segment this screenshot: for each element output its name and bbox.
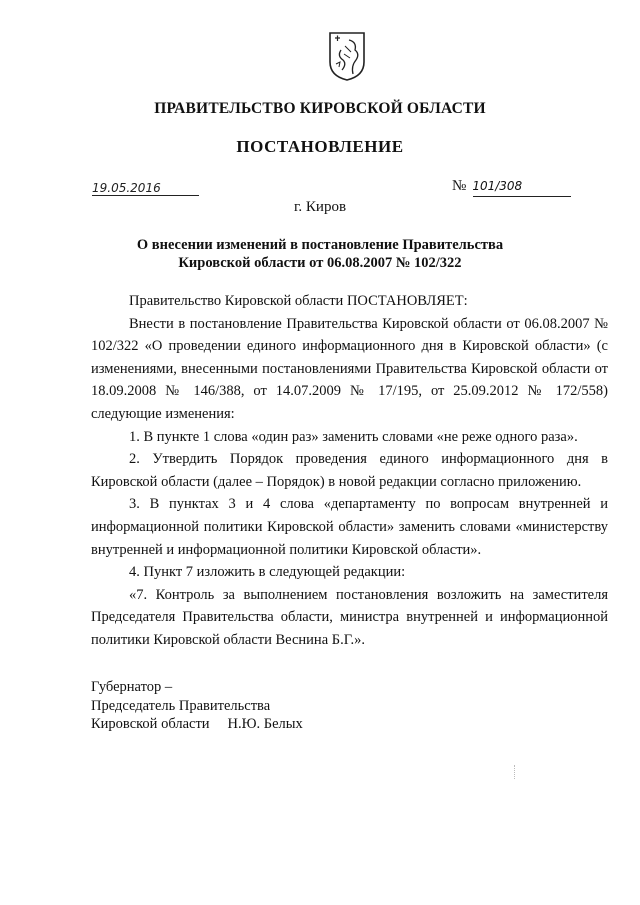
document-date: 19.05.2016 xyxy=(92,181,161,195)
city: г. Киров xyxy=(293,199,347,215)
subject-line-1: О внесении изменений в постановление Правительства xyxy=(136,237,504,253)
signature-block xyxy=(91,678,303,734)
document-subject xyxy=(0,236,640,272)
paragraph-item-2: 2. Утвердить Порядок проведения единого информационного дня в Кировской области (далее – Порядок) в новой редакции согласно приложению. xyxy=(91,451,608,490)
signature-title-3 xyxy=(91,715,303,734)
preamble: Правительство Кировской области ПОСТАНОВЛЯЕТ: xyxy=(129,293,468,309)
number-underline xyxy=(473,196,571,197)
signature-title-2: Председатель Правительства xyxy=(91,697,271,714)
organization-name: ПРАВИТЕЛЬСТВО КИРОВСКОЙ ОБЛАСТИ xyxy=(154,100,486,117)
paragraph-item-1: 1. В пункте 1 слова «один раз» заменить словами «не реже одного раза». xyxy=(129,428,578,445)
number-value: 101/308 xyxy=(472,179,523,193)
paragraph-item-7-text: «7. Контроль за выполнением постановления возложить на заместителя Председателя Правительства области, министра внутренней и информационной политики Кировской области Веснина Б.Г.». xyxy=(91,586,608,648)
subject-line-2: Кировской области от 06.08.2007 № 102/322 xyxy=(178,255,462,271)
paragraph-item-4: 4. Пункт 7 изложить в следующей редакции: xyxy=(129,564,406,581)
paragraph-item-3: 3. В пунктах 3 и 4 слова «департаменту по вопросам внутренней и информационной политики Кировской области» заменить словами «министерству внутренней и информационной политики Кировской области». xyxy=(91,496,608,558)
document-type: ПОСТАНОВЛЕНИЕ xyxy=(236,137,404,156)
number-label: № xyxy=(452,178,467,194)
signature-region: Кировской области xyxy=(91,716,210,732)
signature-title-1: Губернатор – xyxy=(91,679,173,695)
scan-mark xyxy=(514,765,516,779)
signatory-name: Н.Ю. Белых xyxy=(227,716,303,732)
document-body xyxy=(91,290,608,652)
coat-of-arms-icon xyxy=(327,30,367,82)
document-number xyxy=(452,178,522,195)
date-underline xyxy=(92,195,199,196)
paragraph-main: Внести в постановление Правительства Кировской области от 06.08.2007 № 102/322 «О проведении единого информационного дня в Кировской области» (с изменениями, внесенными постановлениями Правительства Кировской области от 18.09.2008 № 146/388, от 14.07.2009 № 17/195, от 25.09.2012 № 172/558) следующие изменения: xyxy=(91,315,608,422)
